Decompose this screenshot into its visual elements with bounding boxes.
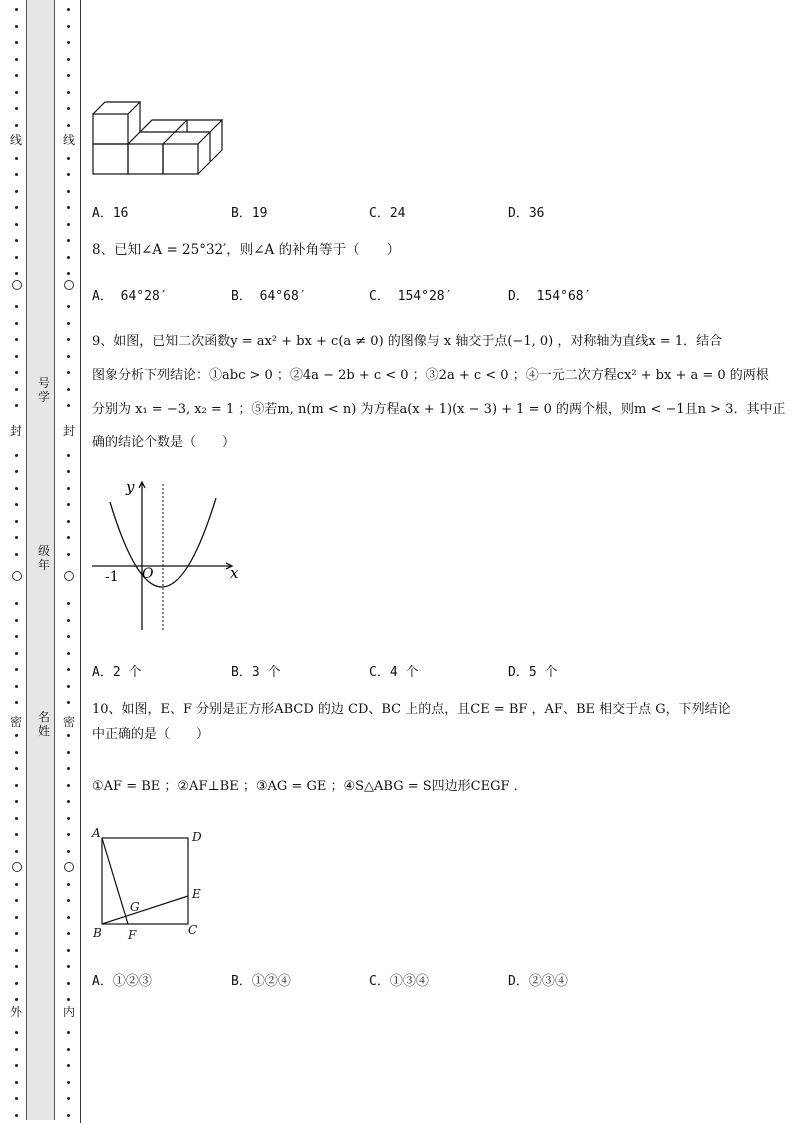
binding-dot [15, 685, 18, 688]
binding-dot [67, 1081, 70, 1084]
binding-dot [67, 322, 70, 325]
binding-dot [15, 553, 18, 556]
binding-dot [15, 899, 18, 902]
parabola-graph [90, 474, 250, 636]
binding-dot [67, 668, 70, 671]
binding-dot [67, 899, 70, 902]
binding-dot [15, 602, 18, 605]
binding-dot [15, 998, 18, 1001]
binding-dot [15, 916, 18, 919]
q10-stem-line-1: 10、如图，E、F 分别是正方形ABCD 的边 CD、BC 上的点，且CE = BF ，AF、BE 相交于点 G，下列结论 [92, 702, 731, 717]
binding-dot [67, 833, 70, 836]
q9-option-c[interactable]: C．4 个 [369, 665, 419, 680]
binding-dot [15, 1097, 18, 1100]
binding-dot [15, 8, 18, 11]
binding-label-secret-inner: 密 [63, 715, 76, 729]
binding-dot [15, 404, 18, 407]
point-b-label: B [93, 926, 102, 940]
binding-dot [67, 685, 70, 688]
binding-label-line-outer: 线 [10, 133, 23, 147]
x-axis-label: x [230, 564, 239, 582]
q9-stem-line-2: 图象分析下列结论：①abc > 0 ；②4a − 2b + c < 0 ；③2a + c < 0 ；④一元二次方程cx² + bx + a = 0 的两根 [92, 368, 769, 383]
binding-label-seal-outer: 封 [10, 424, 23, 438]
binding-dot [15, 1048, 18, 1051]
binding-dot [67, 800, 70, 803]
binding-dot [67, 1097, 70, 1100]
y-axis-label: y [126, 478, 135, 496]
binding-dot [15, 833, 18, 836]
binding-label-outside: 外 [10, 1005, 23, 1019]
binding-dot [15, 322, 18, 325]
binding-dot [15, 982, 18, 985]
q8-option-c[interactable]: C． 154°28′ [369, 289, 453, 304]
binding-dot [67, 91, 70, 94]
binding-dot [15, 767, 18, 770]
binding-dot [15, 190, 18, 193]
q10-conclusions: ①AF = BE ；②AF⊥BE ；③AG = GE ；④S△ABG = S四边形CEGF ． [92, 779, 527, 794]
binding-dot [67, 239, 70, 242]
q10-option-d[interactable]: D．②③④ [508, 974, 568, 989]
binding-dot [15, 520, 18, 523]
binding-dot [67, 41, 70, 44]
q10-stem-line-2: 中正确的是（ ） [92, 727, 210, 742]
q10-option-b[interactable]: B．①②④ [231, 974, 291, 989]
binding-dot [15, 388, 18, 391]
binding-dot [15, 652, 18, 655]
binding-dot [67, 503, 70, 506]
binding-ring [12, 862, 22, 872]
binding-ring [12, 571, 22, 581]
binding-dot [67, 1031, 70, 1034]
binding-dot [15, 454, 18, 457]
binding-dot [15, 800, 18, 803]
binding-dot [15, 503, 18, 506]
binding-dot [67, 454, 70, 457]
field-label-student-number: 号学 [38, 376, 51, 404]
binding-dot [15, 239, 18, 242]
q8-option-a[interactable]: A． 64°28′ [92, 289, 168, 304]
binding-dot [15, 107, 18, 110]
binding-dot [67, 305, 70, 308]
binding-dot [67, 817, 70, 820]
binding-label-secret-outer: 密 [10, 715, 23, 729]
binding-ring [12, 280, 22, 290]
binding-dot [67, 58, 70, 61]
binding-dot [67, 982, 70, 985]
binding-dot [15, 41, 18, 44]
binding-dot [67, 916, 70, 919]
point-a-label: A [92, 826, 101, 840]
binding-dot [15, 305, 18, 308]
q9-option-b[interactable]: B．3 个 [231, 665, 281, 680]
binding-dot [67, 619, 70, 622]
binding-dot [15, 751, 18, 754]
binding-dot [15, 965, 18, 968]
binding-dot [67, 553, 70, 556]
binding-dot [15, 817, 18, 820]
binding-dot [67, 932, 70, 935]
binding-dot [15, 1114, 18, 1117]
binding-dot [15, 206, 18, 209]
field-label-name: 名姓 [38, 710, 51, 738]
q8-stem: 8、已知∠A = 25°32′，则∠A 的补角等于（ ） [92, 242, 401, 258]
square-figure [88, 824, 208, 944]
binding-dot [15, 470, 18, 473]
binding-dot [15, 256, 18, 259]
binding-dot [67, 635, 70, 638]
binding-dot [67, 272, 70, 275]
binding-dot [15, 701, 18, 704]
binding-dot [67, 190, 70, 193]
point-c-label: C [188, 923, 198, 937]
point-d-label: D [192, 830, 202, 844]
binding-dot [15, 949, 18, 952]
binding-dot [67, 173, 70, 176]
binding-margin [0, 0, 84, 1123]
point-e-label: E [192, 887, 201, 901]
binding-dot [67, 25, 70, 28]
binding-dot [15, 883, 18, 886]
q10-option-a[interactable]: A．①②③ [92, 974, 152, 989]
binding-dot [15, 734, 18, 737]
binding-dot [15, 784, 18, 787]
binding-dot [15, 668, 18, 671]
binding-label-inside: 内 [63, 1005, 76, 1019]
binding-dot [67, 734, 70, 737]
binding-label-seal-inner: 封 [63, 424, 76, 438]
binding-dot [67, 701, 70, 704]
binding-dot [15, 536, 18, 539]
binding-ring [64, 571, 74, 581]
binding-dot [67, 157, 70, 160]
q9-option-a[interactable]: A．2 个 [92, 665, 142, 680]
binding-dot [67, 74, 70, 77]
q9-option-d[interactable]: D．5 个 [508, 665, 558, 680]
binding-dot [67, 1064, 70, 1067]
binding-dot [15, 355, 18, 358]
binding-ring [64, 280, 74, 290]
binding-dot [67, 751, 70, 754]
binding-dot [67, 520, 70, 523]
binding-dot [15, 74, 18, 77]
binding-dot [15, 173, 18, 176]
q8-option-b[interactable]: B． 64°68′ [231, 289, 307, 304]
binding-dot [15, 1081, 18, 1084]
binding-dot [15, 487, 18, 490]
cube-stack-figure [90, 96, 232, 180]
binding-dot [15, 1031, 18, 1034]
binding-dot [67, 388, 70, 391]
binding-dot [15, 124, 18, 127]
q7-option-d[interactable]: D．36 [508, 206, 545, 221]
binding-dot [67, 602, 70, 605]
binding-dot [15, 850, 18, 853]
binding-dot [67, 652, 70, 655]
binding-dot [67, 338, 70, 341]
q9-stem-line-3: 分别为 x₁ = −3, x₂ = 1 ；⑤若m, n(m < n) 为方程a(x + 1)(x − 3) + 1 = 0 的两个根，则m < −1且n > 3．其中正 [92, 402, 786, 417]
binding-dot [15, 1064, 18, 1067]
q7-option-b[interactable]: B．19 [231, 206, 268, 221]
binding-dot [67, 1048, 70, 1051]
binding-dot [15, 635, 18, 638]
binding-dot [67, 487, 70, 490]
q9-stem-line-4: 确的结论个数是（ ） [92, 435, 236, 450]
binding-dot [15, 338, 18, 341]
binding-dot [15, 91, 18, 94]
binding-dot [15, 25, 18, 28]
binding-dot [67, 355, 70, 358]
q8-option-d[interactable]: D． 154°68′ [508, 289, 592, 304]
q10-option-c[interactable]: C．①③④ [369, 974, 429, 989]
binding-dot [67, 371, 70, 374]
binding-dot [67, 124, 70, 127]
field-label-grade: 级年 [38, 544, 51, 572]
binding-dot [67, 107, 70, 110]
binding-dot [67, 206, 70, 209]
binding-dot [67, 223, 70, 226]
binding-edge-line [80, 0, 81, 1123]
neg-one-label: -1 [105, 569, 119, 585]
binding-dot [67, 536, 70, 539]
binding-dot [67, 1114, 70, 1117]
point-g-label: G [130, 900, 140, 914]
binding-dot [67, 883, 70, 886]
binding-dot [15, 223, 18, 226]
binding-dot [15, 619, 18, 622]
binding-dot [67, 998, 70, 1001]
q7-option-a[interactable]: A．16 [92, 206, 129, 221]
binding-dot [67, 850, 70, 853]
binding-ring [64, 862, 74, 872]
binding-dot [67, 470, 70, 473]
q7-option-c[interactable]: C．24 [369, 206, 406, 221]
origin-label: O [142, 566, 154, 582]
q9-stem-line-1: 9、如图，已知二次函数y = ax² + bx + c(a ≠ 0) 的图像与 x 轴交于点(−1, 0) ，对称轴为直线x = 1．结合 [92, 334, 723, 349]
binding-dot [15, 58, 18, 61]
binding-dot [15, 157, 18, 160]
binding-dot [15, 932, 18, 935]
point-f-label: F [128, 928, 137, 942]
binding-dot [67, 767, 70, 770]
binding-dot [67, 949, 70, 952]
binding-dot [15, 272, 18, 275]
binding-dot [67, 8, 70, 11]
binding-dot [67, 256, 70, 259]
binding-dot [67, 965, 70, 968]
binding-dot [15, 371, 18, 374]
binding-dot [67, 404, 70, 407]
binding-dot [67, 784, 70, 787]
binding-label-line-inner: 线 [63, 133, 76, 147]
